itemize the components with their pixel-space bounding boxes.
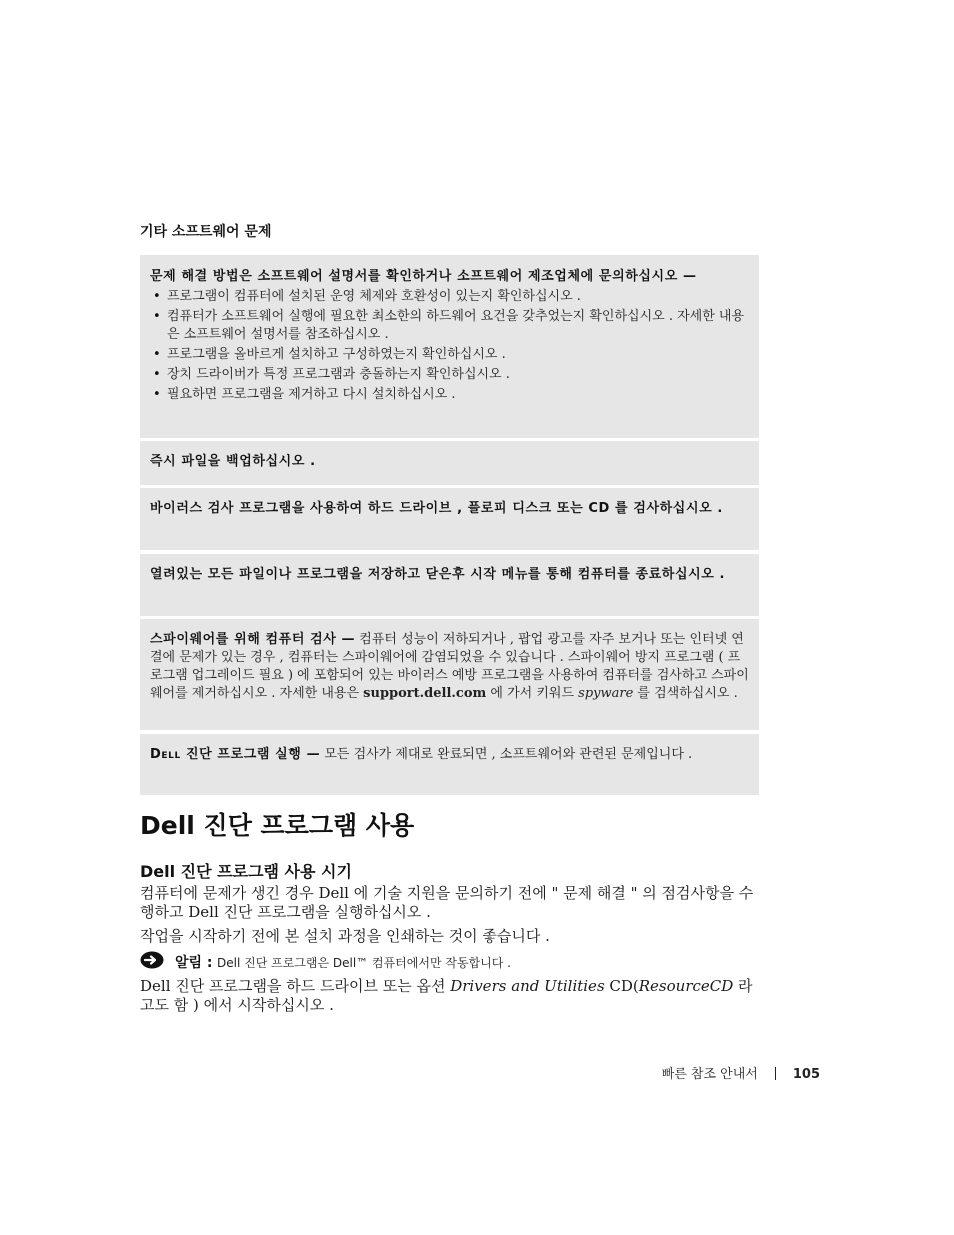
- box-title: 열려있는 모든 파일이나 프로그램을 저장하고 닫은후 시작 메뉴를 통해 컴퓨터를 종료하십시오 .: [150, 567, 726, 582]
- footer-label: 빠른 참조 안내서: [661, 1067, 758, 1082]
- note-label: 알림 :: [175, 955, 213, 971]
- box-title-rest: 진단 프로그램 실행 —: [180, 747, 321, 762]
- page-footer: [662, 1063, 820, 1082]
- box-text: 모든 검사가 제대로 완료되면 , 소프트웨어와 관련된 문제입니다 .: [320, 747, 693, 762]
- box-text: 컴퓨터 성능이 저하되거나 , 팝업 광고를 자주 보거나 또는 인터넷 연결에 문제가 있는 경우 , 컴퓨터는 스파이웨어에 감염되었을 수 있습니다 . 스파이웨어 방지 프로그램 ( 프로그램 업그레이드 필요 ) 에 포함되어 있는 바이러스 예방 프로그램을 사용하여 컴퓨터를 검사하고 스파이웨어를 제거하십시오 . 자세한 내용은: [150, 632, 749, 701]
- section-subtitle: Dell 진단 프로그램 사용 시기: [140, 862, 352, 881]
- box-title: 스파이웨어를 위해 컴퓨터 검사 —: [150, 632, 356, 647]
- troubleshoot-box-spyware: [140, 619, 759, 730]
- section-heading: 기타 소프트웨어 문제: [140, 224, 272, 240]
- list-item: • 프로그램을 올바르게 설치하고 구성하였는지 확인하십시오 .: [150, 346, 749, 364]
- brand-name: Dell: [150, 747, 181, 762]
- paragraph-print-advice: 작업을 시작하기 전에 본 설치 과정을 인쇄하는 것이 좋습니다 .: [140, 927, 550, 945]
- bullet-list: [150, 288, 749, 404]
- troubleshoot-box-software-docs: [140, 255, 759, 438]
- note-text: Dell 진단 프로그램은 Dell™ 컴퓨터에서만 작동합니다 .: [217, 956, 511, 970]
- box-title: 문제 해결 방법은 소프트웨어 설명서를 확인하거나 소프트웨어 제조업체에 문의하십시오 —: [150, 269, 697, 284]
- box-title: 바이러스 검사 프로그램을 사용하여 하드 드라이브 , 플로피 디스크 또는 CD 를 검사하십시오 .: [150, 501, 723, 516]
- media-name: Drivers and Utilities: [450, 977, 605, 995]
- text-fragment: CD(: [604, 977, 639, 995]
- text-fragment: 라고도 함 ) 에서 시작하십시오 .: [140, 977, 753, 1014]
- paragraph-when-to-use: 컴퓨터에 문제가 생긴 경우 Dell 에 기술 지원을 문의하기 전에 " 문제 해결 " 의 점검사항을 수행하고 Dell 진단 프로그램을 실행하십시오 .: [140, 884, 754, 921]
- text-fragment: Dell 진단 프로그램을 하드 드라이브 또는 옵션: [140, 977, 451, 995]
- box-body: [150, 745, 749, 764]
- page-number: 105: [792, 1067, 820, 1082]
- box-body: [150, 630, 749, 703]
- troubleshoot-box-shutdown: [140, 554, 759, 616]
- troubleshoot-box-virus-scan: [140, 488, 759, 550]
- list-item: • 프로그램이 컴퓨터에 설치된 운영 체제와 호환성이 있는지 확인하십시오 .: [150, 288, 749, 306]
- box-title: 즉시 파일을 백업하십시오 .: [150, 454, 316, 469]
- note-icon: [140, 951, 164, 969]
- box-text: 를 검색하십시오 .: [633, 686, 738, 701]
- list-item: • 컴퓨터가 소프트웨어 실행에 필요한 최소한의 하드웨어 요건을 갖추었는지 확인하십시오 . 자세한 내용은 소프트웨어 설명서를 참조하십시오 .: [150, 308, 749, 344]
- page-title: Dell 진단 프로그램 사용: [140, 811, 415, 840]
- note-callout: [140, 950, 760, 972]
- box-text: 에 가서 키워드: [486, 686, 579, 701]
- box-title: [150, 747, 320, 762]
- troubleshoot-box-diagnostics: [140, 734, 759, 795]
- media-name-alt: ResourceCD: [638, 977, 734, 995]
- footer-divider: [775, 1067, 776, 1080]
- paragraph-start-diagnostics: [140, 977, 760, 1015]
- keyword: spyware: [578, 686, 634, 701]
- list-item: • 필요하면 프로그램을 제거하고 다시 설치하십시오 .: [150, 386, 749, 404]
- list-item: • 장치 드라이버가 특정 프로그램과 충돌하는지 확인하십시오 .: [150, 366, 749, 384]
- support-link[interactable]: support.dell.com: [363, 686, 487, 701]
- troubleshoot-box-backup: [140, 441, 759, 485]
